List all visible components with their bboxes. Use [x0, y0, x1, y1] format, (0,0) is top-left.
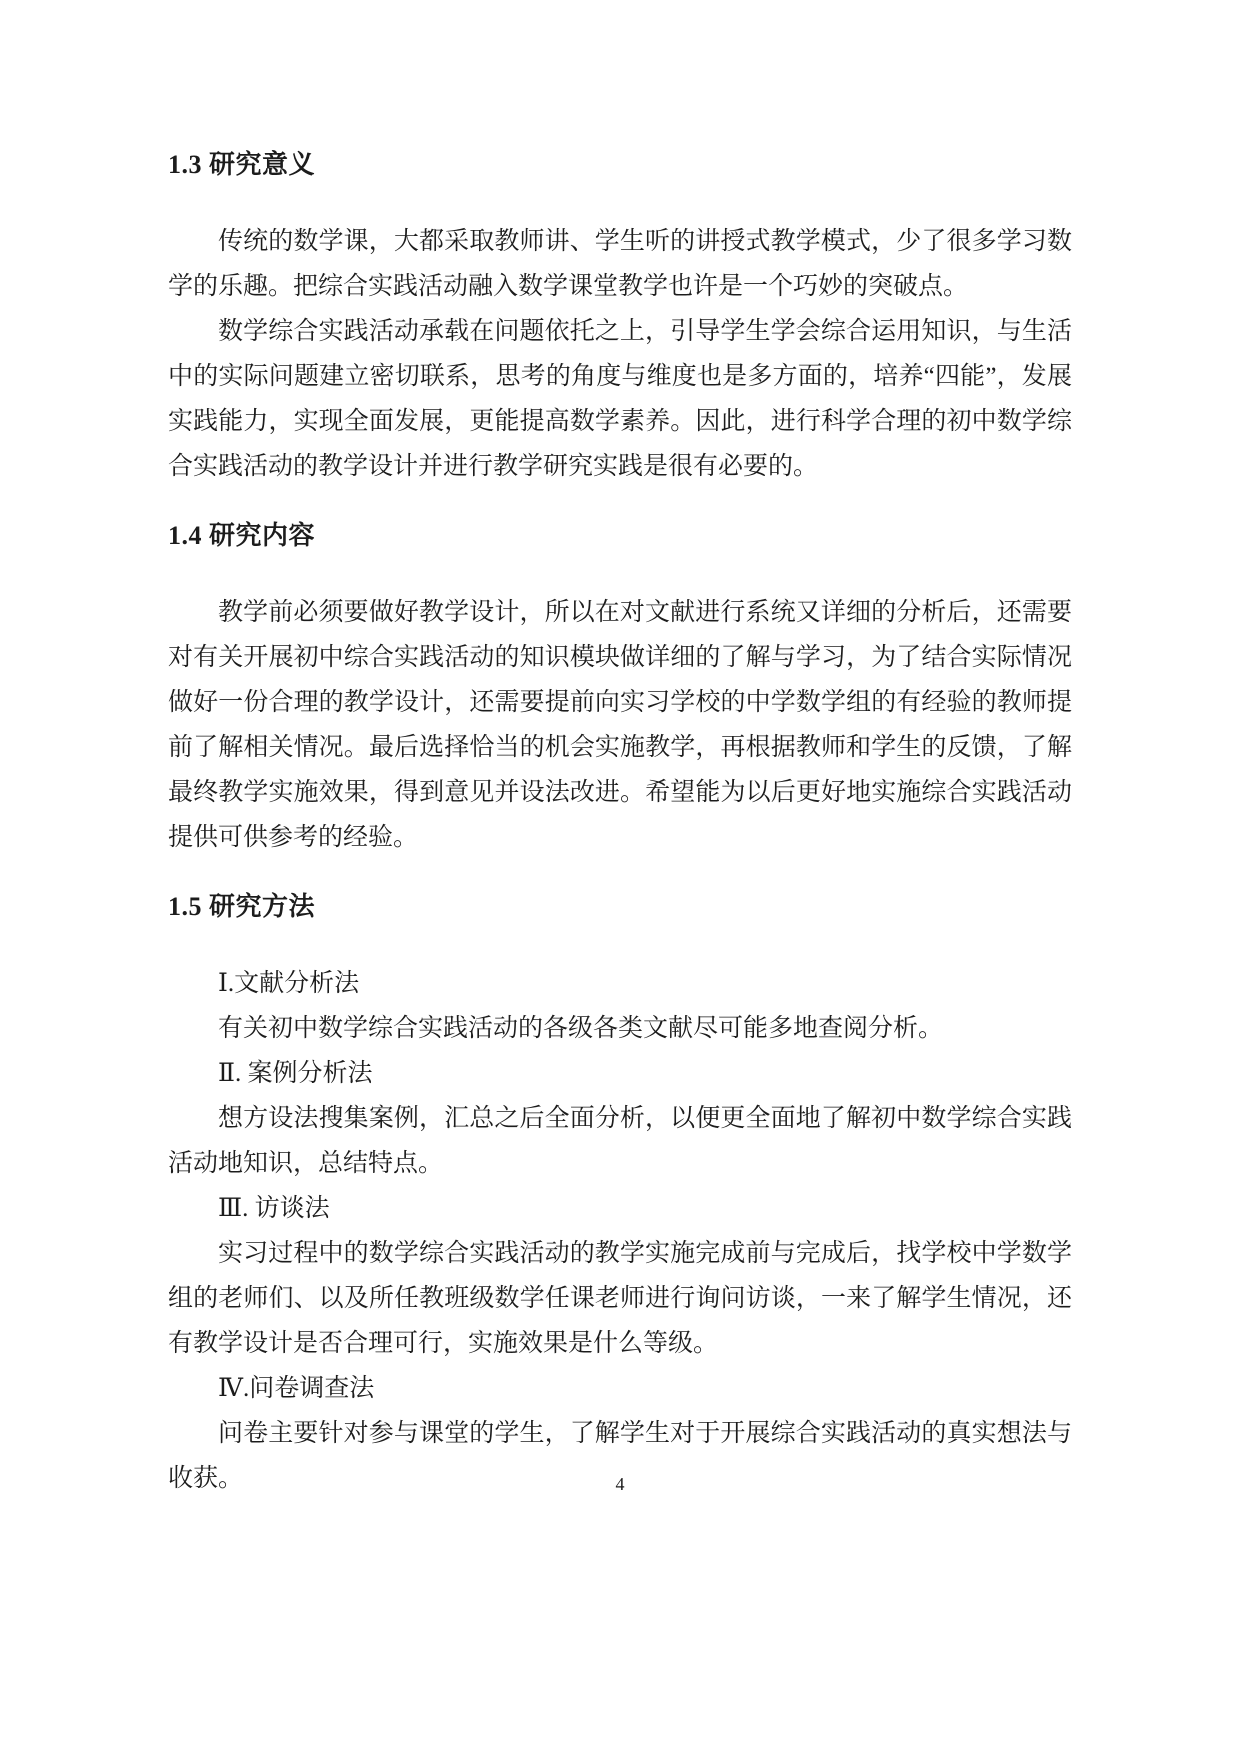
- method-label-literature: Ⅰ.文献分析法: [218, 970, 360, 997]
- method-label-interview: Ⅲ. 访谈法: [218, 1195, 330, 1222]
- section-heading-1-5: 1.5 研究方法: [168, 892, 316, 921]
- method-text-literature: 有关初中数学综合实践活动的各级各类文献尽可能多地查阅分析。: [218, 1015, 944, 1042]
- paragraph: 传统的数学课，大都采取教师讲、学生听的讲授式教学模式，少了很多学习数学的乐趣。把综合实践活动融入数学课堂教学也许是一个巧妙的突破点。: [168, 228, 1072, 300]
- method-text-interview: 实习过程中的数学综合实践活动的教学实施完成前与完成后，找学校中学数学组的老师们、以及所任教班级数学任课老师进行询问访谈，一来了解学生情况，还有教学设计是否合理可行，实施效果是什么等级。: [168, 1240, 1072, 1357]
- page-number: 4: [615, 1474, 625, 1494]
- section-heading-1-3: 1.3 研究意义: [168, 150, 316, 179]
- method-text-case: 想方设法搜集案例，汇总之后全面分析，以便更全面地了解初中数学综合实践活动地知识，总结特点。: [168, 1105, 1072, 1177]
- section-heading-1-4: 1.4 研究内容: [168, 521, 316, 550]
- method-label-case: Ⅱ. 案例分析法: [218, 1060, 373, 1087]
- method-text-questionnaire: 问卷主要针对参与课堂的学生，了解学生对于开展综合实践活动的真实想法与收获。: [168, 1420, 1072, 1492]
- method-label-questionnaire: Ⅳ.问卷调查法: [218, 1375, 375, 1402]
- paragraph: 数学综合实践活动承载在问题依托之上，引导学生学会综合运用知识，与生活中的实际问题建立密切联系，思考的角度与维度也是多方面的，培养“四能”，发展实践能力，实现全面发展，更能提高数学素养。因此，进行科学合理的初中数学综合实践活动的教学设计并进行教学研究实践是很有必要的。: [168, 318, 1072, 480]
- paragraph: 教学前必须要做好教学设计，所以在对文献进行系统又详细的分析后，还需要对有关开展初中综合实践活动的知识模块做详细的了解与学习，为了结合实际情况做好一份合理的教学设计，还需要提前向实习学校的中学数学组的有经验的教师提前了解相关情况。最后选择恰当的机会实施教学，再根据教师和学生的反馈，了解最终教学实施效果，得到意见并设法改进。希望能为以后更好地实施综合实践活动提供可供参考的经验。: [168, 599, 1072, 851]
